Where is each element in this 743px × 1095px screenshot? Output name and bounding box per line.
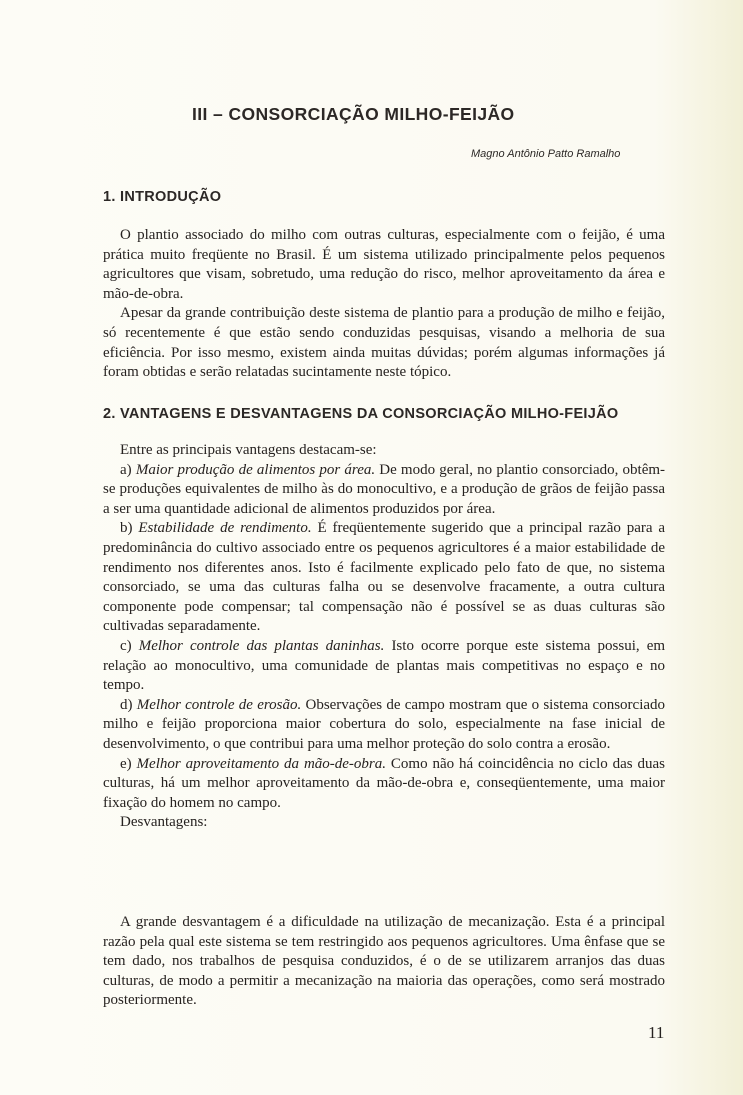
item-label: d) [120, 696, 133, 713]
list-item-e [103, 755, 665, 814]
disadvantages-label: Desvantagens: [120, 814, 208, 831]
introduction-body [103, 226, 665, 383]
paragraph: Apesar da grande contribuição deste sistema de plantio para a produção de milho e feijão, só recentemente é que estão sendo conduzidas pesquisas, visando a melhoria de sua eficiência. Por isso mesmo, existem ainda muitas dúvidas; porém algumas informações já foram obtidas e serão relatadas sucintamente neste tópico. [103, 305, 665, 381]
paragraph: O plantio associado do milho com outras culturas, especialmente com o feijão, é uma prática muito freqüente no Brasil. É um sistema utilizado principalmente pelos pequenos agricultores que visam, sobretudo, uma redução do risco, melhor aproveitamento da área e mão-de-obra. [103, 227, 665, 302]
paragraph: A grande desvantagem é a dificuldade na utilização de mecanização. Esta é a principal razão pela qual este sistema se tem restringido aos pequenos agricultores. Uma ênfase que se tem dado, nos trabalhos de pesquisa conduzidos, é o de se utilizarem arranjos das duas culturas, de modo a permitir a mecanização na maioria das operações, como será mostrado posteriormente. [103, 914, 665, 1009]
item-text: É freqüentemente sugerido que a principal razão para a predominância do cultivo associado entre os pequenos agricultores é a maior estabilidade de rendimento nos diferentes anos. Isto é facilmente explicado pelo fato de que, no sistema consorciado, se uma das culturas falha ou se desenvolve fracamente, a outra cultura componente pode compensar; tal compensação não é possível se as duas culturas são cultivadas separadamente. [103, 520, 666, 635]
section-heading-introduction: 1. INTRODUÇÃO [103, 189, 222, 205]
advantages-body [103, 441, 665, 833]
item-text: Como não há coincidência no ciclo das duas culturas, há um melhor aproveitamento da mão-de-obra e, conseqüentemente, uma maior fixação do homem no campo. [103, 755, 666, 811]
list-item-a [103, 461, 665, 520]
item-title: Melhor controle das plantas daninhas. [138, 637, 385, 654]
page-number: 11 [648, 1023, 665, 1042]
item-title: Melhor controle de erosão. [136, 696, 302, 713]
list-item-b [103, 519, 665, 637]
list-item-d [103, 696, 665, 755]
section-heading-advantages: 2. VANTAGENS E DESVANTAGENS DA CONSORCIAÇÃO MILHO-FEIJÃO [103, 406, 619, 422]
item-text: Observações de campo mostram que o sistema consorciado milho e feijão proporciona maior cobertura do solo, especialmente na fase inicial de desenvolvimento, o que contribui para uma melhor proteção do solo contra a erosão. [103, 696, 666, 752]
item-title: Maior produção de alimentos por área. [135, 461, 376, 478]
author-name: Magno Antônio Patto Ramalho [471, 148, 621, 160]
paragraph-intro: Entre as principais vantagens destacam-se: [120, 442, 377, 458]
item-text: De modo geral, no plantio consorciado, obtêm-se produções equivalentes de milho às do monocultivo, e a produção de grãos de feijão passa a ser uma quantidade adicional de alimentos produzidos por área. [103, 461, 666, 517]
item-text: Isto ocorre porque este sistema possui, em relação ao monocultivo, uma comunidade de plantas mais competitivas no espaço e no tempo. [103, 637, 666, 694]
disadvantages-body [103, 913, 665, 1011]
item-label: c) [120, 637, 132, 654]
chapter-title: III – CONSORCIAÇÃO MILHO-FEIJÃO [192, 104, 515, 124]
item-label: e) [120, 755, 132, 772]
item-title: Melhor aproveitamento da mão-de-obra. [136, 755, 387, 772]
list-item-c [103, 637, 665, 696]
item-label: a) [120, 461, 132, 478]
item-title: Estabilidade de rendimento. [138, 520, 312, 537]
item-label: b) [120, 520, 133, 537]
